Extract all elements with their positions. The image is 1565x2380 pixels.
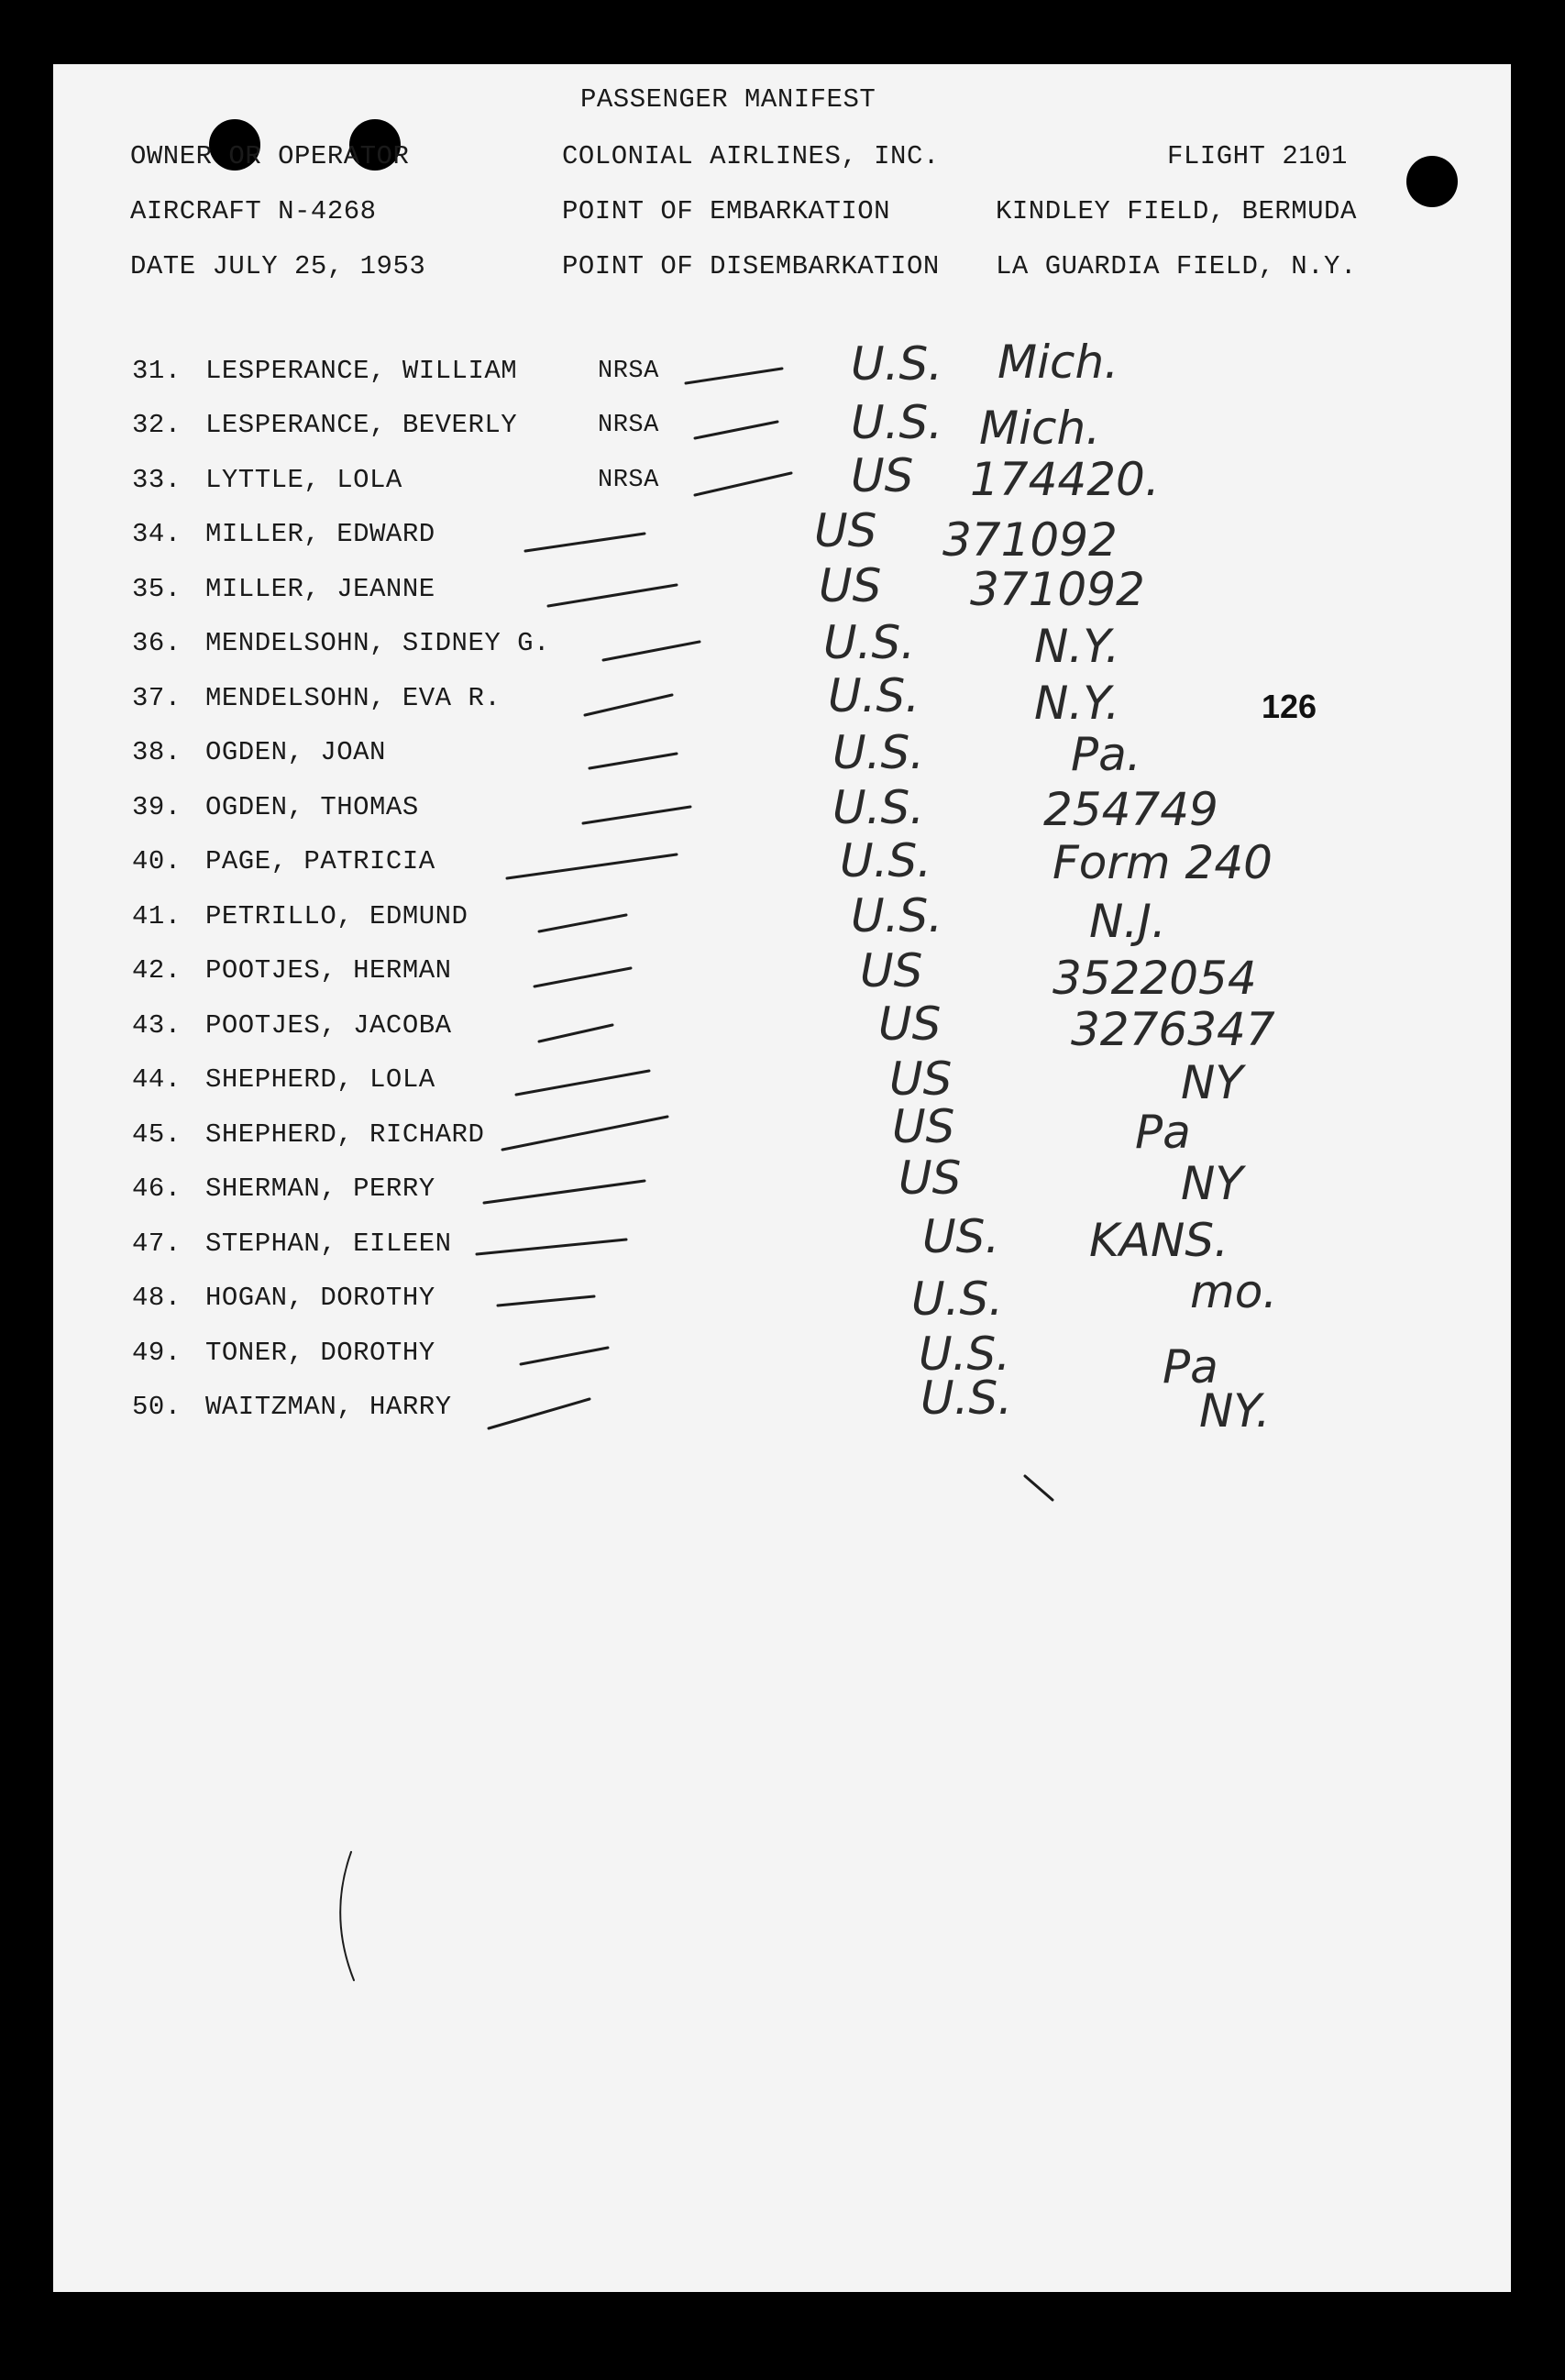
citizenship-handwritten: U.S.: [920, 1372, 1013, 1425]
check-stroke: [477, 1240, 626, 1254]
passenger-name: OGDEN, THOMAS: [205, 792, 419, 822]
row-number: 44.: [132, 1064, 182, 1095]
row-number: 42.: [132, 955, 182, 986]
citizenship-handwritten: US: [819, 559, 882, 612]
manifest-date: DATE JULY 25, 1953: [130, 251, 426, 281]
passenger-name: PAGE, PATRICIA: [205, 846, 435, 876]
passenger-name: HOGAN, DOROTHY: [205, 1283, 435, 1313]
owner-value: COLONIAL AIRLINES, INC.: [562, 141, 940, 171]
residence-handwritten: 3522054: [1053, 952, 1257, 1005]
row-number: 33.: [132, 465, 182, 495]
residence-handwritten: 174420.: [970, 453, 1160, 506]
citizenship-handwritten: US: [860, 944, 923, 997]
row-number: 48.: [132, 1283, 182, 1313]
embarkation-value: KINDLEY FIELD, BERMUDA: [996, 196, 1357, 226]
citizenship-handwritten: U.S.: [832, 781, 925, 834]
passenger-name: LESPERANCE, WILLIAM: [205, 356, 518, 386]
passenger-name: MENDELSOHN, EVA R.: [205, 683, 501, 713]
residence-handwritten: mo.: [1190, 1265, 1278, 1318]
page-number-stamp: 126: [1262, 688, 1317, 725]
row-number: 49.: [132, 1338, 182, 1368]
residence-handwritten: Pa: [1163, 1340, 1218, 1394]
row-number: 46.: [132, 1173, 182, 1204]
residence-handwritten: N.Y.: [1034, 677, 1120, 730]
check-stroke: [585, 695, 672, 715]
row-number: 36.: [132, 628, 182, 658]
citizenship-handwritten: US: [889, 1052, 953, 1106]
row-number: 34.: [132, 519, 182, 549]
residence-handwritten: NY.: [1199, 1384, 1271, 1438]
citizenship-handwritten: U.S.: [840, 834, 932, 887]
row-number: 31.: [132, 356, 182, 386]
row-number: 38.: [132, 737, 182, 767]
check-stroke: [603, 642, 700, 660]
passenger-name: SHERMAN, PERRY: [205, 1173, 435, 1204]
passenger-name: TONER, DOROTHY: [205, 1338, 435, 1368]
residence-handwritten: Form 240: [1053, 836, 1273, 889]
manifest-title: PASSENGER MANIFEST: [580, 84, 876, 115]
citizenship-handwritten: U.S.: [851, 396, 943, 449]
row-number: 50.: [132, 1392, 182, 1422]
residence-handwritten: Pa.: [1071, 728, 1141, 781]
passenger-name: POOTJES, JACOBA: [205, 1010, 452, 1041]
residence-handwritten: Mich.: [997, 336, 1119, 389]
residence-handwritten: NY: [1181, 1157, 1243, 1210]
row-number: 35.: [132, 574, 182, 604]
row-number: 40.: [132, 846, 182, 876]
residence-handwritten: 371092: [970, 563, 1145, 616]
check-stroke: [516, 1071, 649, 1095]
passenger-name: LESPERANCE, BEVERLY: [205, 410, 518, 440]
citizenship-handwritten: US: [814, 504, 877, 557]
check-stroke: [498, 1296, 594, 1306]
citizenship-handwritten: US: [892, 1100, 955, 1153]
check-stroke: [686, 369, 782, 383]
row-number: 43.: [132, 1010, 182, 1041]
residence-handwritten: NY: [1181, 1056, 1243, 1109]
row-number: 45.: [132, 1119, 182, 1150]
check-stroke: [484, 1181, 645, 1203]
row-number: 41.: [132, 901, 182, 931]
citizenship-handwritten: U.S.: [851, 337, 943, 391]
check-stroke: [535, 968, 631, 986]
status-code: NRSA: [598, 358, 659, 385]
check-stroke: [489, 1399, 590, 1428]
flight-number: FLIGHT 2101: [1167, 141, 1348, 171]
residence-handwritten: N.Y.: [1034, 620, 1120, 673]
owner-label: OWNER OR OPERATOR: [130, 141, 410, 171]
residence-handwritten: 3276347: [1071, 1003, 1275, 1056]
passenger-name: LYTTLE, LOLA: [205, 465, 402, 495]
check-stroke: [507, 854, 677, 878]
citizenship-handwritten: US.: [922, 1210, 1000, 1263]
citizenship-handwritten: U.S.: [911, 1273, 1004, 1326]
row-number: 37.: [132, 683, 182, 713]
stray-mark: [1025, 1476, 1053, 1500]
row-number: 39.: [132, 792, 182, 822]
check-stroke: [548, 585, 677, 606]
aircraft-number: AIRCRAFT N-4268: [130, 196, 377, 226]
check-stroke: [539, 915, 626, 931]
check-stroke: [695, 422, 777, 438]
embarkation-label: POINT OF EMBARKATION: [562, 196, 891, 226]
passenger-name: PETRILLO, EDMUND: [205, 901, 468, 931]
residence-handwritten: 254749: [1043, 783, 1218, 836]
residence-handwritten: Pa: [1135, 1106, 1191, 1159]
check-stroke: [695, 473, 791, 495]
passenger-name: MILLER, JEANNE: [205, 574, 435, 604]
residence-handwritten: N.J.: [1089, 895, 1166, 948]
residence-handwritten: Mich.: [979, 402, 1101, 455]
passenger-name: OGDEN, JOAN: [205, 737, 386, 767]
citizenship-handwritten: US: [851, 449, 914, 502]
disembarkation-value: LA GUARDIA FIELD, N.Y.: [996, 251, 1357, 281]
punch-hole-right: [1406, 156, 1458, 207]
passenger-name: MILLER, EDWARD: [205, 519, 435, 549]
check-stroke: [583, 807, 690, 823]
passenger-name: SHEPHERD, RICHARD: [205, 1119, 485, 1150]
manifest-page: [53, 64, 1511, 2292]
citizenship-handwritten: US: [898, 1151, 962, 1205]
stray-mark: [340, 1852, 354, 1980]
passenger-name: WAITZMAN, HARRY: [205, 1392, 452, 1422]
citizenship-handwritten: U.S.: [851, 889, 943, 942]
check-stroke: [502, 1117, 667, 1150]
citizenship-handwritten: U.S.: [828, 669, 920, 722]
row-number: 47.: [132, 1229, 182, 1259]
citizenship-handwritten: US: [878, 997, 942, 1051]
citizenship-handwritten: U.S.: [832, 726, 925, 779]
check-stroke: [525, 534, 645, 551]
passenger-name: MENDELSOHN, SIDNEY G.: [205, 628, 550, 658]
check-stroke: [539, 1025, 612, 1041]
passenger-name: SHEPHERD, LOLA: [205, 1064, 435, 1095]
passenger-name: POOTJES, HERMAN: [205, 955, 452, 986]
check-stroke: [521, 1348, 608, 1364]
check-stroke: [590, 754, 677, 768]
disembarkation-label: POINT OF DISEMBARKATION: [562, 251, 940, 281]
status-code: NRSA: [598, 467, 659, 494]
residence-handwritten: KANS.: [1089, 1214, 1229, 1267]
row-number: 32.: [132, 410, 182, 440]
citizenship-handwritten: U.S.: [823, 616, 916, 669]
passenger-name: STEPHAN, EILEEN: [205, 1229, 452, 1259]
status-code: NRSA: [598, 412, 659, 439]
residence-handwritten: 371092: [942, 513, 1118, 567]
citizenship-handwritten: U.S.: [919, 1328, 1011, 1381]
